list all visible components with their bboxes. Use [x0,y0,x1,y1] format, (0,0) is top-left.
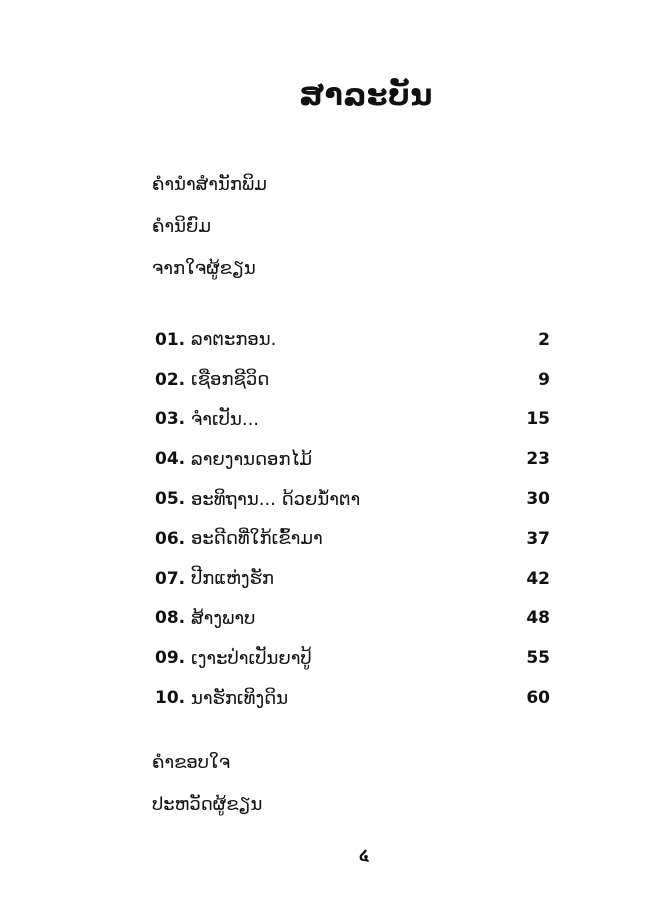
toc-chapter-number: 05. [155,489,186,510]
toc-page-number: 60 [526,688,550,709]
back-matter-item: ຄຳຂອບໃຈ [152,752,231,773]
toc-row [155,479,550,519]
toc-page-number: 48 [526,608,550,629]
toc-chapter-number: 10. [155,688,186,709]
toc-row [155,678,550,718]
toc-chapter-title: ເງາະປ່າເປັນຍາປູ້ [191,647,312,669]
toc-row [155,400,550,440]
toc-chapter-title: ສ້າງພາບ [191,607,256,629]
toc-row [155,439,550,479]
toc-chapter-number: 09. [155,648,186,669]
toc-row [155,519,550,559]
toc-page-number: 37 [526,528,550,549]
toc-page-number: 42 [526,568,550,589]
front-matter-item: ຄຳນຳສຳນັກພິມ [152,174,267,195]
toc-chapter-number: 06. [155,528,186,549]
toc-row [155,599,550,639]
toc-chapter-number: 01. [155,329,186,350]
toc-page-number: 15 [526,409,550,430]
toc-chapter-title: ອະດີດທີ່ໃກ້ເຂົ້າມາ [191,528,323,550]
toc-chapter-title: ຈຳເປັນ... [191,408,260,430]
back-matter-item: ປະຫວັດຜູ້ຂຽນ [152,794,263,815]
toc-row [155,638,550,678]
toc-page-number: 9 [538,369,550,390]
toc-row [155,559,550,599]
front-matter-item: ຄຳນິຍົມ [152,216,211,237]
toc-chapter-number: 03. [155,409,186,430]
toc-chapter-number: 02. [155,369,186,390]
front-matter-item: ຈາກໃຈຜູ້ຂຽນ [152,258,256,279]
page-number: ໔ [358,848,370,864]
toc-chapter-title: ເຊືອກຊີວິດ [191,369,270,391]
front-matter-list [152,170,267,296]
toc-row [155,320,550,360]
toc-chapter-number: 07. [155,568,186,589]
page-title: ສາລະບັນ [299,78,433,113]
toc-page-number: 55 [526,648,550,669]
toc-chapter-number: 04. [155,449,186,470]
toc-chapter-title: ລາຕະກອນ. [191,329,277,351]
toc-row [155,360,550,400]
table-of-contents [155,320,550,718]
toc-chapter-title: ລາຍງານດອກໄມ້ [191,448,312,470]
back-matter-list [152,748,262,832]
toc-page-number: 30 [526,489,550,510]
toc-page-number: 2 [538,329,550,350]
toc-chapter-title: ນາຮັກເທິງດິນ [191,687,289,709]
toc-chapter-title: ອະທິຖານ... ດ້ວຍນ້ຳຕາ [191,488,361,510]
toc-chapter-title: ປີກແຫ່ງຮັກ [191,568,274,590]
toc-chapter-number: 08. [155,608,186,629]
toc-page-number: 23 [526,449,550,470]
